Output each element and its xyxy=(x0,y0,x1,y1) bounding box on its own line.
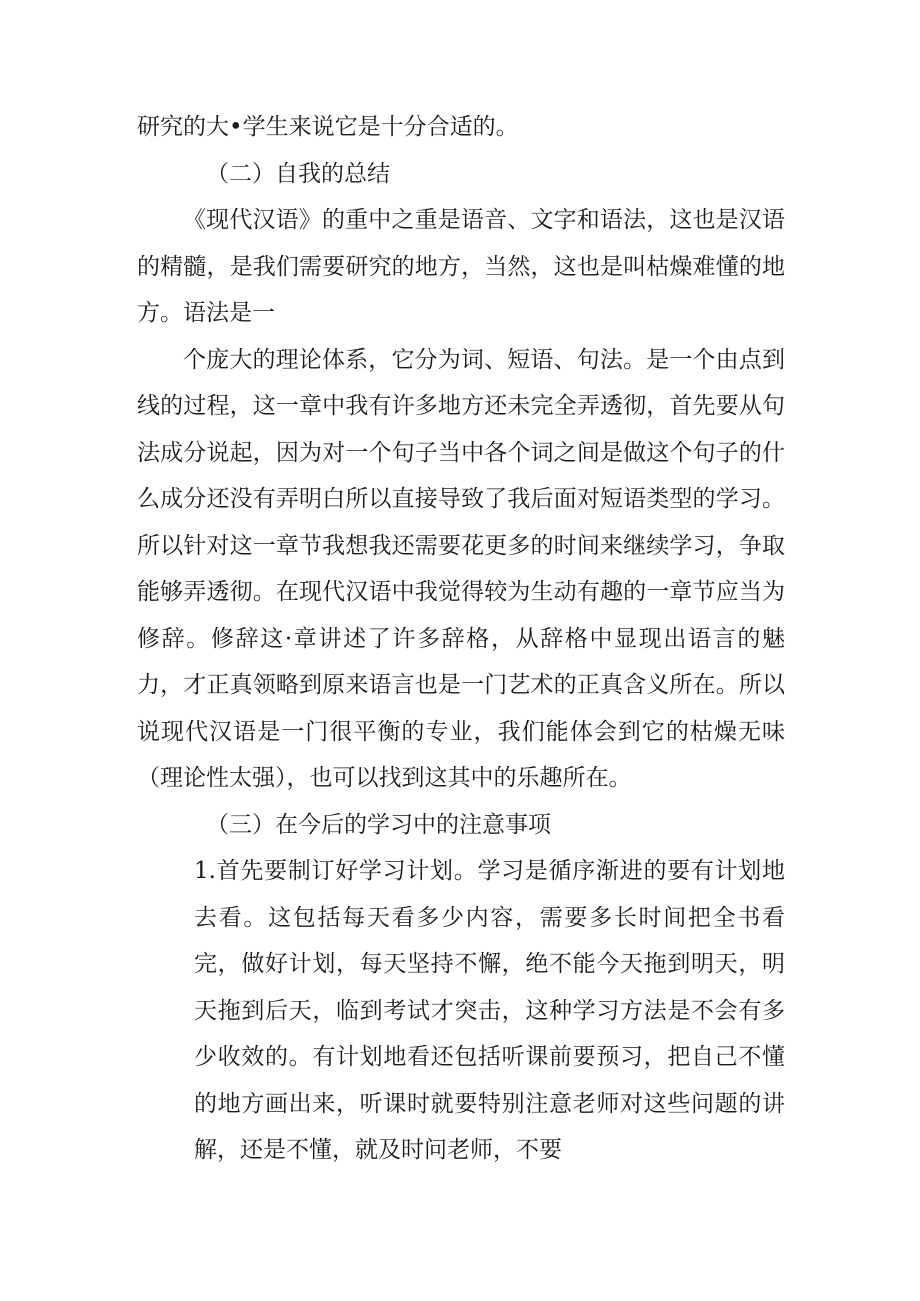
section-heading-2: （二）自我的总结 xyxy=(206,160,390,187)
paragraph-grammar-intro: 《现代汉语》的重中之重是语音、文字和语法，这也是汉语的精髓，是我们需要研究的地方，当然，这也是叫枯燥难懂的地方。语法是一 xyxy=(137,207,785,326)
section-heading-3: （三）在今后的学习中的注意事项 xyxy=(206,811,551,838)
document-page xyxy=(137,104,785,1174)
paragraph-grammar-body: 个庞大的理论体系，它分为词、短语、句法。是一个由点到线的过程，这一章中我有许多地方还未完全弄透彻，首先要从句法成分说起，因为对一个句子当中各个词之间是做这个句子的什么成分还没有弄明白所以直接导致了我后面对短语类型的学习。所以针对这一章节我想我还需要花更多的时间来继续学习，争取能够弄透彻。在现代汉语中我觉得较为生动有趣的一章节应当为修辞。修辞这·章讲述了许多辞格，从辞格中显现出语言的魅力，才正真领略到原来语言也是一门艺术的正真含义所在。所以说现代汉语是一门很平衡的专业，我们能体会到它的枯燥无味（理论性太强），也可以找到这其中的乐趣所在。 xyxy=(137,346,785,791)
paragraph-study-plan: 1.首先要制订好学习计划。学习是循序渐进的要有计划地去看。这包括每天看多少内容，需要多长时间把全书看完，做好计划，每天坚持不懈，绝不能今天拖到明天，明天拖到后天，临到考试才突击，这种学习方法是不会有多少收效的。有计划地看还包括听课前要预习，把自己不懂的地方画出来，听课时就要特别注意老师对这些问题的讲解，还是不懂，就及时问老师，不要 xyxy=(194,858,785,1163)
paragraph-continuation: 研究的大•学生来说它是十分合适的。 xyxy=(137,114,519,140)
